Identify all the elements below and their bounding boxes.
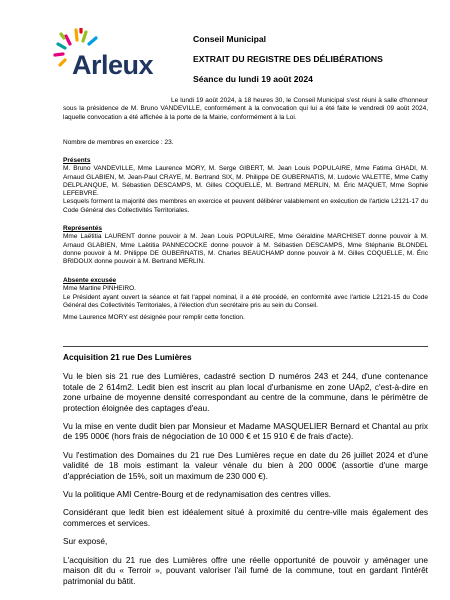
acquisition-paragraph: L'acquisition du 21 rue des Lumières offre une réelle opportunité de pouvoir y aménager une maison dit du « Terroir », pouvant valoriser l'ail fumé de la commune, tout en gardant l'intérêt patrimonial du bâtit.: [63, 554, 428, 586]
appel-text: Le Président ayant ouvert la séance et fait l'appel nominal, il a été procédé, en conformité avec l'article L2121-15 du Code Général des Collectivités Territoriales, à l'élection d'un secrétaire pris au sein du Conseil.: [63, 293, 428, 309]
session-date: Séance du lundi 19 août 2024: [193, 74, 313, 84]
representes-list: Mme Laëtitia LAURENT donne pouvoir à M. Jean Louis POPULAIRE, Mme Géraldine MARCHISET donne pouvoir à M. Arnaud GLABIEN, Mme Laëtitia PANNECOCKE donne pouvoir à M. Sébastien DESCAMPS, Mme Stéphanie BLONDEL donne pouvoir à M. Philippe DE GUBERNATIS, M. Charles BEAUCHAMP donne pouvoir à M. Gilles COQUELLE, M. Éric BRIDOUX donne pouvoir à M. Bertrand MERLIN.: [63, 233, 428, 266]
acquisition-paragraph: Vu le bien sis 21 rue des Lumières, cadastré section D numéros 243 et 244, d'une contenance totale de 2 614m2. Ledit bien est inscrit au plan local d'urbanisme en zone UAp2, c'est-à-dire en zone urbaine de moyenne densité correspondant au centre de la commune, dans le périmètre de protection éloignée des captages d'eau.: [63, 371, 428, 413]
absente-section: [63, 277, 428, 322]
logo-wordmark: Arleux: [72, 50, 154, 80]
acquisition-paragraph: Vu la mise en vente dudit bien par Monsieur et Madame MASQUELIER Bernard et Chantal au prix de 195 000€ (hors frais de négociation de 10 000 € et 15 910 € de frais d'acte).: [63, 421, 428, 442]
presents-section: [63, 157, 428, 215]
council-title: Conseil Municipal: [193, 34, 267, 44]
arleux-logo: [52, 28, 162, 90]
quorum-text: Lesquels forment la majorité des membres en exercice et peuvent délibérer valablement en exécution de l'article L2121-17 du Code Général des Collectivités Territoriales.: [63, 198, 428, 214]
acquisition-paragraph: Sur exposé,: [63, 536, 108, 547]
register-title: EXTRAIT DU REGISTRE DES DÉLIBÉRATIONS: [193, 54, 383, 64]
representes-heading: Représentés: [63, 225, 103, 232]
acquisition-title: Acquisition 21 rue Des Lumières: [63, 352, 192, 362]
presents-heading: Présents: [63, 157, 91, 164]
section-divider: [63, 346, 428, 347]
representes-section: [63, 225, 428, 266]
absente-name: Mme Martine PINHEIRO.: [63, 285, 136, 293]
presents-list: M. Bruno VANDEVILLE, Mme Laurence MORY, M. Serge GIBERT, M. Jean Louis POPULAIRE, Mme Fatima GHADI, M. Arnaud GLABIEN, M. Jean-Paul CRAYE, M. Bertrand SIX, M. Philippe DE GUBERNATIS, M. Ludovic VALETTE, Mme Cathy DELPLANQUE, M. Sébastien DESCAMPS, M. Gilles COQUELLE, M. Bertrand MERLIN, M. Éric MAQUET, Mme Sophie LEFEBVRE.: [63, 165, 428, 198]
absente-heading: Absente excusée: [63, 277, 117, 284]
intro-paragraph: Le lundi 19 août 2024, à 18 heures 30, le Conseil Municipal s'est réuni à salle d'honneur sous la présidence de M. Bruno VANDEVILLE, conformément à la convocation qui lui a été faite le vendredi 09 août 2024, laquelle convocation a été affichée à la porte de la Mairie, conformément à la Loi.: [63, 97, 428, 121]
acquisition-paragraph: Considérant que ledit bien est idéalement situé à proximité du centre-ville mais également des commerces et services.: [63, 507, 428, 528]
acquisition-paragraph: Vu l'estimation des Domaines du 21 rue Des Lumières reçue en date du 26 juillet 2024 et d'une validité de 18 mois estimant la valeur vénale du bien à 200 000€ (assortie d'une marge d'appréciation de 15%, soit un maximum de 230 000 €).: [63, 449, 428, 481]
document-header: [193, 34, 433, 85]
secretaire-text: Mme Laurence MORY est désignée pour remplir cette fonction.: [63, 314, 245, 322]
acquisition-paragraph: Vu la politique AMI Centre-Bourg et de redynamisation des centres villes.: [63, 489, 332, 500]
acquisition-section: [63, 352, 428, 586]
members-count: Nombre de membres en exercice : 23.: [63, 139, 174, 146]
